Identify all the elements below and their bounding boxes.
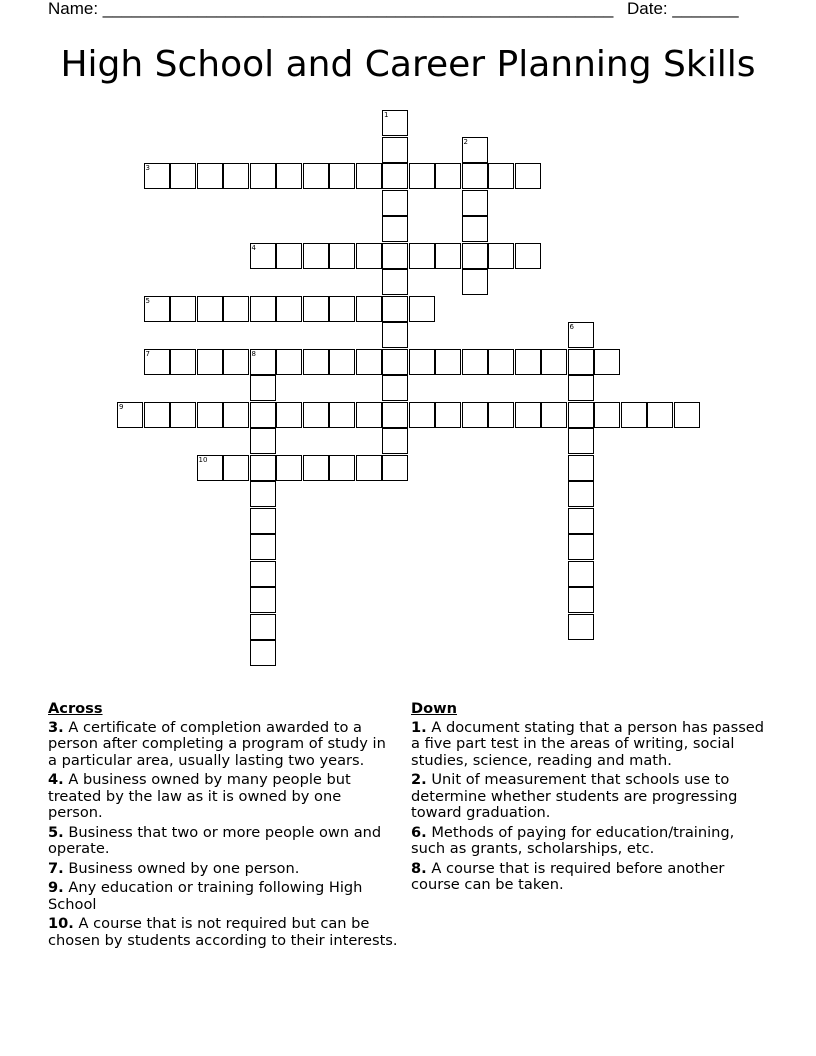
grid-cell[interactable] (356, 455, 382, 481)
grid-cell[interactable] (329, 402, 355, 428)
date-field: Date: _______ (627, 0, 739, 18)
grid-cell[interactable] (276, 402, 302, 428)
grid-cell[interactable] (250, 163, 276, 189)
grid-cell[interactable] (462, 190, 488, 216)
grid-cell[interactable] (382, 349, 408, 375)
grid-cell[interactable] (144, 349, 170, 375)
grid-cell[interactable] (250, 402, 276, 428)
grid-cell[interactable] (568, 587, 594, 613)
grid-cell[interactable] (276, 455, 302, 481)
grid-cell[interactable] (303, 163, 329, 189)
cell-number: 5 (145, 296, 150, 305)
cell-number: 1 (384, 111, 389, 119)
grid-cell[interactable] (515, 402, 541, 428)
grid-cell[interactable] (356, 349, 382, 375)
grid-cell[interactable] (197, 349, 223, 375)
grid-cell[interactable] (250, 296, 276, 322)
grid-cell[interactable] (170, 296, 196, 322)
grid-cell[interactable] (329, 349, 355, 375)
grid-cell[interactable] (303, 455, 329, 481)
clue-number: 4. (48, 771, 64, 788)
grid-cell[interactable] (488, 243, 514, 269)
grid-cell[interactable] (488, 402, 514, 428)
grid-cell[interactable] (223, 349, 249, 375)
grid-cell[interactable] (250, 375, 276, 401)
grid-cell[interactable] (303, 402, 329, 428)
grid-cell[interactable] (303, 349, 329, 375)
grid-cell[interactable] (594, 402, 620, 428)
clue-text: A document stating that a person has passed a five part test in the areas of writing, social studies, science, reading and math. (411, 718, 765, 769)
cell-number: 9 (119, 402, 124, 411)
across-clue (48, 880, 398, 913)
grid-cell[interactable] (462, 269, 488, 295)
grid-cell[interactable] (462, 402, 488, 428)
grid-cell[interactable] (303, 243, 329, 269)
grid-cell[interactable] (568, 481, 594, 507)
clue-number: 3. (48, 718, 64, 736)
grid-cell[interactable] (382, 137, 408, 163)
cell-number: 8 (251, 349, 256, 358)
grid-cell[interactable] (568, 349, 594, 375)
grid-cell[interactable] (462, 243, 488, 269)
grid-cell[interactable] (462, 349, 488, 375)
grid-cell[interactable] (409, 349, 435, 375)
grid-cell[interactable] (197, 402, 223, 428)
grid-cell[interactable] (674, 402, 700, 428)
clue-text: Business that two or more people own and operate. (48, 823, 382, 857)
grid-cell[interactable] (356, 402, 382, 428)
cell-number: 7 (145, 349, 150, 358)
grid-cell[interactable] (223, 163, 249, 189)
grid-cell[interactable] (621, 402, 647, 428)
grid-cell[interactable] (250, 614, 276, 640)
cell-number: 10 (198, 455, 208, 464)
grid-cell[interactable] (329, 455, 355, 481)
grid-cell[interactable] (435, 243, 461, 269)
grid-cell[interactable] (462, 137, 488, 163)
grid-cell[interactable] (356, 296, 382, 322)
grid-cell[interactable] (515, 349, 541, 375)
down-clue (411, 861, 767, 894)
grid-cell[interactable] (647, 402, 673, 428)
grid-cell[interactable] (250, 640, 276, 666)
across-heading: Across (48, 700, 103, 717)
grid-cell[interactable] (488, 349, 514, 375)
grid-cell[interactable] (382, 216, 408, 242)
grid-cell[interactable] (329, 296, 355, 322)
grid-cell[interactable] (197, 296, 223, 322)
grid-cell[interactable] (382, 322, 408, 348)
clue-text: A course that is required before another course can be taken. (411, 859, 725, 893)
grid-cell[interactable] (170, 349, 196, 375)
across-clue (48, 772, 398, 822)
grid-cell[interactable] (250, 243, 276, 269)
grid-cell[interactable] (250, 534, 276, 560)
grid-cell[interactable] (568, 561, 594, 587)
grid-cell[interactable] (568, 614, 594, 640)
grid-cell[interactable] (435, 349, 461, 375)
down-heading: Down (411, 700, 458, 717)
grid-cell[interactable] (223, 296, 249, 322)
grid-cell[interactable] (568, 508, 594, 534)
clue-text: Unit of measurement that schools use to determine whether students are progressing toward graduation. (411, 771, 738, 821)
grid-cell[interactable] (568, 428, 594, 454)
grid-cell[interactable] (541, 349, 567, 375)
grid-cell[interactable] (568, 322, 594, 348)
grid-cell[interactable] (250, 587, 276, 613)
grid-cell[interactable] (197, 455, 223, 481)
grid-cell[interactable] (382, 455, 408, 481)
clue-number: 7. (48, 859, 64, 877)
grid-cell[interactable] (594, 349, 620, 375)
grid-cell[interactable] (117, 402, 143, 428)
grid-cell[interactable] (223, 402, 249, 428)
grid-cell[interactable] (170, 163, 196, 189)
grid-cell[interactable] (223, 455, 249, 481)
grid-cell[interactable] (435, 402, 461, 428)
clue-number: 8. (411, 859, 427, 877)
grid-cell[interactable] (329, 163, 355, 189)
grid-cell[interactable] (356, 163, 382, 189)
clue-number: 2. (411, 771, 427, 788)
grid-cell[interactable] (435, 163, 461, 189)
grid-cell[interactable] (462, 216, 488, 242)
grid-cell[interactable] (409, 402, 435, 428)
grid-cell[interactable] (197, 163, 223, 189)
down-clue (411, 825, 767, 858)
grid-cell[interactable] (568, 534, 594, 560)
clue-number: 9. (48, 879, 64, 896)
grid-cell[interactable] (276, 163, 302, 189)
cell-number: 3 (145, 164, 150, 172)
grid-cell[interactable] (250, 481, 276, 507)
grid-cell[interactable] (170, 402, 196, 428)
grid-cell[interactable] (541, 402, 567, 428)
clue-text: A course that is not required but can be chosen by students according to their interests. (48, 915, 398, 949)
across-clue (48, 825, 398, 858)
grid-cell[interactable] (382, 190, 408, 216)
grid-cell[interactable] (488, 163, 514, 189)
grid-cell[interactable] (276, 243, 302, 269)
grid-cell[interactable] (409, 243, 435, 269)
grid-cell[interactable] (382, 243, 408, 269)
grid-cell[interactable] (276, 296, 302, 322)
clue-number: 10. (48, 915, 74, 932)
clue-number: 6. (411, 823, 427, 841)
clue-text: Business owned by one person. (68, 859, 300, 877)
grid-cell[interactable] (356, 243, 382, 269)
cell-number: 2 (463, 137, 468, 146)
grid-cell[interactable] (568, 375, 594, 401)
grid-cell[interactable] (144, 296, 170, 322)
grid-cell[interactable] (515, 163, 541, 189)
grid-cell[interactable] (329, 243, 355, 269)
clue-text: Methods of paying for education/training, such as grants, scholarships, etc. (411, 823, 735, 857)
grid-cell[interactable] (250, 455, 276, 481)
grid-cell[interactable] (382, 428, 408, 454)
grid-cell[interactable] (144, 163, 170, 189)
across-clue (48, 720, 398, 770)
down-clue (411, 772, 767, 822)
grid-cell[interactable] (250, 561, 276, 587)
grid-cell[interactable] (568, 455, 594, 481)
across-clue (48, 861, 398, 878)
grid-cell[interactable] (568, 402, 594, 428)
clue-number: 5. (48, 823, 64, 841)
grid-cell[interactable] (276, 349, 302, 375)
across-clues (48, 701, 398, 952)
name-field: Name: ______________________________________________________ (48, 0, 614, 18)
grid-cell[interactable] (409, 296, 435, 322)
clue-text: Any education or training following High School (48, 879, 363, 913)
page-title: High School and Career Planning Skills (60, 44, 756, 85)
grid-cell[interactable] (462, 163, 488, 189)
across-clue (48, 916, 398, 949)
grid-cell[interactable] (382, 163, 408, 189)
grid-cell[interactable] (382, 110, 408, 136)
grid-cell[interactable] (382, 402, 408, 428)
clue-text: A certificate of completion awarded to a person after completing a program of study in a particular area, usually lasting two years. (48, 718, 386, 769)
cell-number: 6 (569, 323, 574, 331)
grid-cell[interactable] (303, 296, 329, 322)
grid-cell[interactable] (250, 428, 276, 454)
grid-cell[interactable] (409, 163, 435, 189)
cell-number: 4 (251, 243, 256, 252)
grid-cell[interactable] (250, 508, 276, 534)
grid-cell[interactable] (382, 375, 408, 401)
grid-cell[interactable] (250, 349, 276, 375)
down-clues (411, 701, 767, 897)
grid-cell[interactable] (515, 243, 541, 269)
clue-number: 1. (411, 718, 427, 736)
down-clue (411, 720, 767, 770)
grid-cell[interactable] (382, 296, 408, 322)
grid-cell[interactable] (382, 269, 408, 295)
grid-cell[interactable] (144, 402, 170, 428)
clue-text: A business owned by many people but treated by the law as it is owned by one person. (48, 771, 351, 821)
